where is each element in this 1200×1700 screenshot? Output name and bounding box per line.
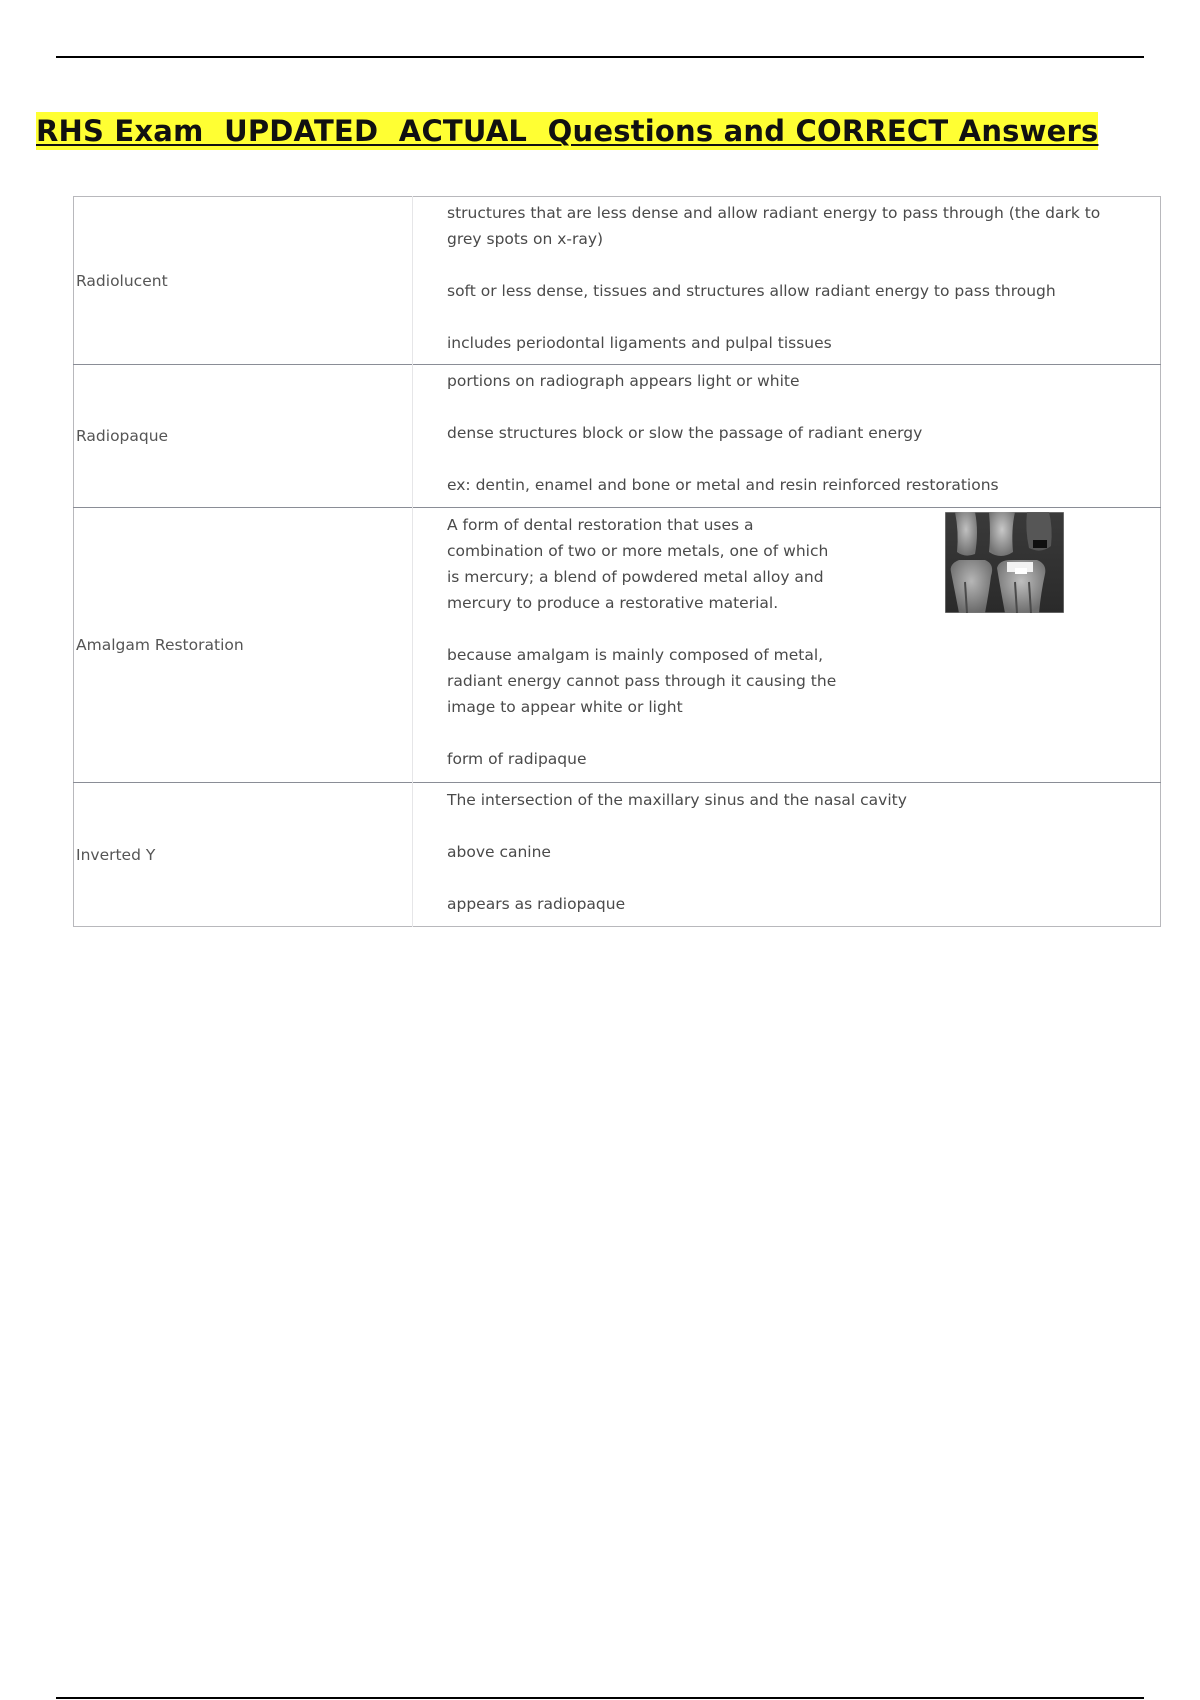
definition-text: because amalgam is mainly composed of metal, radiant energy cannot pass through it causing the image to appear white or light xyxy=(447,646,837,716)
definition-cell xyxy=(413,508,1161,783)
definition-text: portions on radiograph appears light or white xyxy=(447,372,800,390)
title-block xyxy=(36,112,1098,150)
term-cell: Inverted Y xyxy=(74,783,413,927)
table-row xyxy=(74,365,1161,508)
page-title: RHS Exam UPDATED ACTUAL Questions and CORRECT Answers xyxy=(36,114,1099,148)
footer-rule xyxy=(56,1697,1144,1699)
definition-text: soft or less dense, tissues and structures allow radiant energy to pass through xyxy=(447,281,1056,300)
header-rule xyxy=(56,56,1144,58)
definition-text: appears as radiopaque xyxy=(447,894,626,913)
definition-text: ex: dentin, enamel and bone or metal and resin reinforced restorations xyxy=(447,476,999,494)
qa-table xyxy=(73,196,1161,927)
definition-text: form of radipaque xyxy=(447,750,587,768)
term-cell: Amalgam Restoration xyxy=(74,508,413,783)
definition-text: above canine xyxy=(447,842,551,861)
definition-cell xyxy=(413,783,1161,927)
table-row xyxy=(74,508,1161,783)
definition-text: includes periodontal ligaments and pulpal tissues xyxy=(447,333,832,352)
term-cell: Radiopaque xyxy=(74,365,413,508)
definition-cell xyxy=(413,365,1161,508)
definition-text: The intersection of the maxillary sinus and the nasal cavity xyxy=(447,790,907,809)
definition-text: structures that are less dense and allow radiant energy to pass through (the dark to grey spots on x-ray) xyxy=(447,203,1101,248)
definition-body xyxy=(447,512,847,772)
table-row xyxy=(74,783,1161,927)
term-cell: Radiolucent xyxy=(74,197,413,365)
definition-cell xyxy=(413,197,1161,365)
definition-text: dense structures block or slow the passage of radiant energy xyxy=(447,424,923,442)
definition-text: A form of dental restoration that uses a combination of two or more metals, one of which is mercury; a blend of powdered metal alloy and mercury to produce a restorative material. xyxy=(447,516,829,612)
table-row xyxy=(74,197,1161,365)
dental-xray-image xyxy=(945,512,1064,613)
